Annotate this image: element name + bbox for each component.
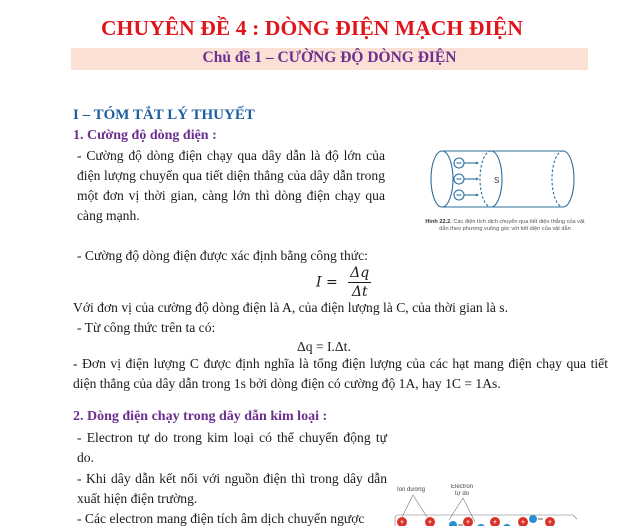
svg-text:+: + xyxy=(466,520,470,526)
svg-text:+: + xyxy=(400,520,404,526)
metal-lattice-diagram-icon xyxy=(385,484,625,526)
paragraph-units: Với đơn vị của cường độ dòng điện là A, của điện lượng là C, của thời gian là s. xyxy=(73,300,508,315)
surface-label: S xyxy=(494,176,500,185)
formula-lhs: I = xyxy=(316,274,338,291)
paragraph-formula-intro: - Cường độ dòng điện được xác định bằng công thức: xyxy=(77,248,368,263)
figure-conductor-cross-section xyxy=(425,148,595,238)
paragraph-derivation-intro: - Từ công thức trên ta có: xyxy=(77,320,216,335)
section-heading: I – TÓM TẮT LÝ THUYẾT xyxy=(73,107,255,123)
paragraph-free-electrons: - Electron tự do trong kim loại có thể chuyển động tự do. xyxy=(77,430,387,465)
label-positive-ion: Ion dương xyxy=(397,487,425,493)
svg-text:+: + xyxy=(493,520,497,526)
paragraph-electron-drift: - Các electron mang điện tích âm dịch chuyển ngược xyxy=(77,511,365,526)
formula-fraction xyxy=(348,264,371,301)
paragraph-definition: - Cường độ dòng điện chạy qua dây dẫn là độ lớn của điện lượng chuyển qua tiết diện thẳng của dây dẫn trong một đơn vị thời gian, càng lớn thì dòng điện chạy qua càng mạnh. xyxy=(77,148,385,223)
svg-text:+: + xyxy=(521,520,525,526)
figure-caption-number: Hình 22.2. xyxy=(425,219,452,225)
svg-text:+: + xyxy=(548,520,552,526)
formula-charge: Δq = I.Δt. xyxy=(297,339,351,354)
figure-caption xyxy=(425,219,585,233)
figure-metal-conductor xyxy=(385,484,625,526)
paragraph-electric-field: - Khi dây dẫn kết nối với nguồn điện thì trong dây dẫn xuất hiện điện trường. xyxy=(77,471,387,506)
subsection-heading-2: 2. Dòng điện chạy trong dây dẫn kim loại : xyxy=(73,409,328,424)
figure-caption-text: Các điện tích dịch chuyển qua tiết diện thẳng của vật dẫn theo phương vuông góc với tiết diện của vật dẫn xyxy=(439,219,585,232)
formula-denominator: Δt xyxy=(351,284,368,300)
formula-current xyxy=(316,264,371,301)
subtitle: Chủ đề 1 – CƯỜNG ĐỘ DÒNG ĐIỆN xyxy=(202,49,457,66)
paragraph-coulomb-definition: - Đơn vị điện lượng C được định nghĩa là tổng điện lượng của các hạt mang điện chạy qua tiết diện thẳng của dây dẫn trong 1s bởi dòng điện có cường độ 1A, hay 1C = 1As. xyxy=(73,356,608,391)
cylinder-diagram-icon xyxy=(425,148,585,210)
svg-text:+: + xyxy=(428,520,432,526)
document-title: CHUYÊN ĐỀ 4 : DÒNG ĐIỆN MẠCH ĐIỆN xyxy=(101,16,523,40)
subsection-heading-1: 1. Cường độ dòng điện : xyxy=(73,128,217,143)
label-free-electron: Electron tự do xyxy=(451,484,474,497)
formula-numerator: Δq xyxy=(350,265,370,281)
